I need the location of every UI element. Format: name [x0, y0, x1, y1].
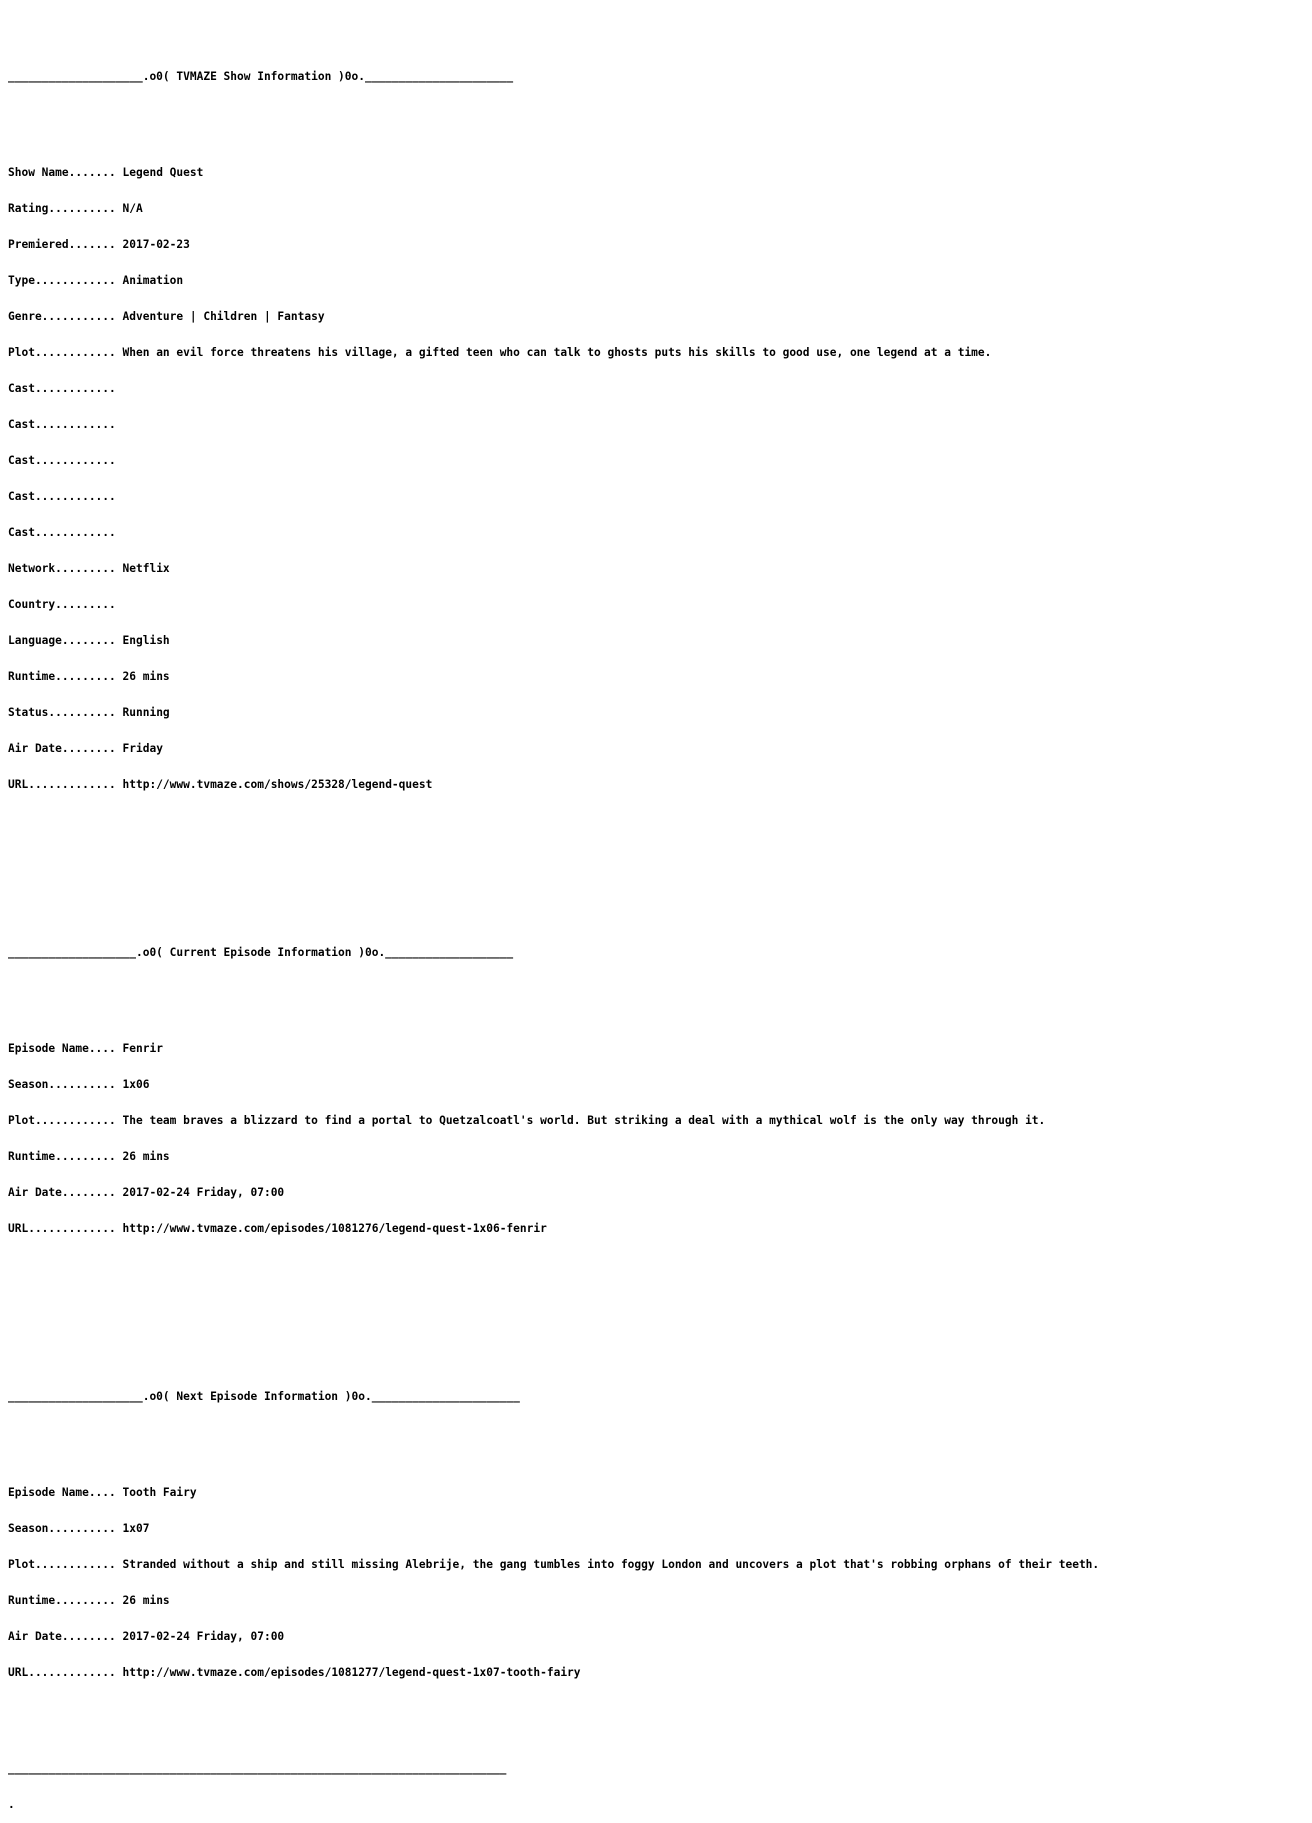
next-episode-section [8, 1367, 1099, 1727]
field-row-cast [8, 527, 1099, 539]
field-value: http://www.tvmaze.com/shows/25328/legend-quest [122, 778, 433, 791]
field-value: 26 mins [122, 1594, 170, 1607]
field-row-language [8, 635, 1099, 647]
field-value: Stranded without a ship and still missing Alebrije, the gang tumbles into foggy London and uncovers a plot that's robbing orphans of their teeth. [122, 1558, 1100, 1571]
field-row-runtime [8, 1151, 1099, 1163]
field-key: Cast............ [8, 418, 123, 431]
field-row-season [8, 1523, 1099, 1535]
section-header: ____________________.o0( Next Episode Information )0o.______________________ [8, 1390, 520, 1403]
field-value: Tooth Fairy [122, 1486, 197, 1499]
field-row-type [8, 275, 1099, 287]
field-key: Runtime......... [8, 1594, 123, 1607]
blank-line [8, 1319, 1099, 1331]
field-key: Air Date........ [8, 1630, 123, 1643]
field-row-url [8, 1223, 1099, 1235]
field-key: Cast............ [8, 490, 123, 503]
field-value: 1x07 [122, 1522, 150, 1535]
footer-rule: __________________________________________________________________________ [8, 1762, 507, 1775]
field-row-plot [8, 1115, 1099, 1127]
field-key: Air Date........ [8, 742, 123, 755]
section-header: ____________________.o0( TVMAZE Show Information )0o.______________________ [8, 70, 514, 83]
field-key: URL............. [8, 1222, 123, 1235]
next-episode-field-list [8, 1463, 1099, 1703]
field-row-show-name [8, 167, 1099, 179]
field-value: Fenrir [122, 1042, 163, 1055]
blank-line [8, 875, 1099, 887]
field-key: Season.......... [8, 1078, 123, 1091]
field-row-plot [8, 347, 1099, 359]
field-key: Plot............ [8, 1114, 123, 1127]
field-row-episode-name [8, 1487, 1099, 1499]
blank-line [8, 1427, 1099, 1439]
field-row-cast [8, 491, 1099, 503]
field-key: Cast............ [8, 454, 123, 467]
field-key: Episode Name.... [8, 1486, 123, 1499]
field-row-air-date [8, 743, 1099, 755]
blank-line [8, 983, 1099, 995]
field-value: 2017-02-24 Friday, 07:00 [122, 1186, 285, 1199]
field-row-episode-name [8, 1043, 1099, 1055]
field-value: 26 mins [122, 1150, 170, 1163]
field-value: Friday [122, 742, 163, 755]
field-key: Runtime......... [8, 1150, 123, 1163]
field-row-rating [8, 203, 1099, 215]
field-key: Country......... [8, 598, 123, 611]
field-value: Legend Quest [122, 166, 204, 179]
field-key: Rating.......... [8, 202, 123, 215]
prompt-cursor[interactable]: . [8, 1798, 15, 1811]
field-value: Adventure | Children | Fantasy [122, 310, 325, 323]
field-row-air-date [8, 1187, 1099, 1199]
field-row-cast [8, 455, 1099, 467]
section-header: ___________________.o0( Current Episode Information )0o.___________________ [8, 946, 514, 959]
console-output [8, 11, 1099, 1823]
field-row-country [8, 599, 1099, 611]
field-key: Air Date........ [8, 1186, 123, 1199]
field-row-air-date [8, 1631, 1099, 1643]
field-row-plot [8, 1559, 1099, 1571]
field-value: N/A [122, 202, 143, 215]
field-key: URL............. [8, 1666, 123, 1679]
field-row-runtime [8, 671, 1099, 683]
field-key: Show Name....... [8, 166, 123, 179]
field-key: Language........ [8, 634, 123, 647]
field-row-cast [8, 419, 1099, 431]
field-row-season [8, 1079, 1099, 1091]
field-key: Episode Name.... [8, 1042, 123, 1055]
field-value: 26 mins [122, 670, 170, 683]
field-key: URL............. [8, 778, 123, 791]
field-key: Type............ [8, 274, 123, 287]
field-value: Netflix [122, 562, 170, 575]
field-value: Running [122, 706, 170, 719]
field-key: Network......... [8, 562, 123, 575]
field-value: 1x06 [122, 1078, 150, 1091]
field-value: When an evil force threatens his village, a gifted teen who can talk to ghosts puts his skills to good use, one legend at a time. [122, 346, 992, 359]
field-key: Runtime......... [8, 670, 123, 683]
field-value: 2017-02-24 Friday, 07:00 [122, 1630, 285, 1643]
field-value: The team braves a blizzard to find a portal to Quetzalcoatl's world. But striking a deal with a mythical wolf is the only way through it. [122, 1114, 1046, 1127]
field-key: Cast............ [8, 526, 123, 539]
field-key: Premiered....... [8, 238, 123, 251]
field-row-status [8, 707, 1099, 719]
field-row-url [8, 779, 1099, 791]
field-row-network [8, 563, 1099, 575]
field-value: Animation [122, 274, 184, 287]
field-value: http://www.tvmaze.com/episodes/1081276/legend-quest-1x06-fenrir [122, 1222, 547, 1235]
show-field-list [8, 143, 1099, 815]
field-row-cast [8, 383, 1099, 395]
show-info-section [8, 47, 1099, 839]
field-key: Status.......... [8, 706, 123, 719]
field-row-genre [8, 311, 1099, 323]
field-value: English [122, 634, 170, 647]
current-episode-section [8, 923, 1099, 1283]
field-key: Season.......... [8, 1522, 123, 1535]
field-key: Plot............ [8, 346, 123, 359]
field-row-url [8, 1667, 1099, 1679]
current-episode-field-list [8, 1019, 1099, 1259]
field-row-runtime [8, 1595, 1099, 1607]
blank-line [8, 107, 1099, 119]
field-value: http://www.tvmaze.com/episodes/1081277/legend-quest-1x07-tooth-fairy [122, 1666, 581, 1679]
field-row-premiered [8, 239, 1099, 251]
field-key: Genre........... [8, 310, 123, 323]
field-key: Cast............ [8, 382, 123, 395]
field-value: 2017-02-23 [122, 238, 190, 251]
field-key: Plot............ [8, 1558, 123, 1571]
